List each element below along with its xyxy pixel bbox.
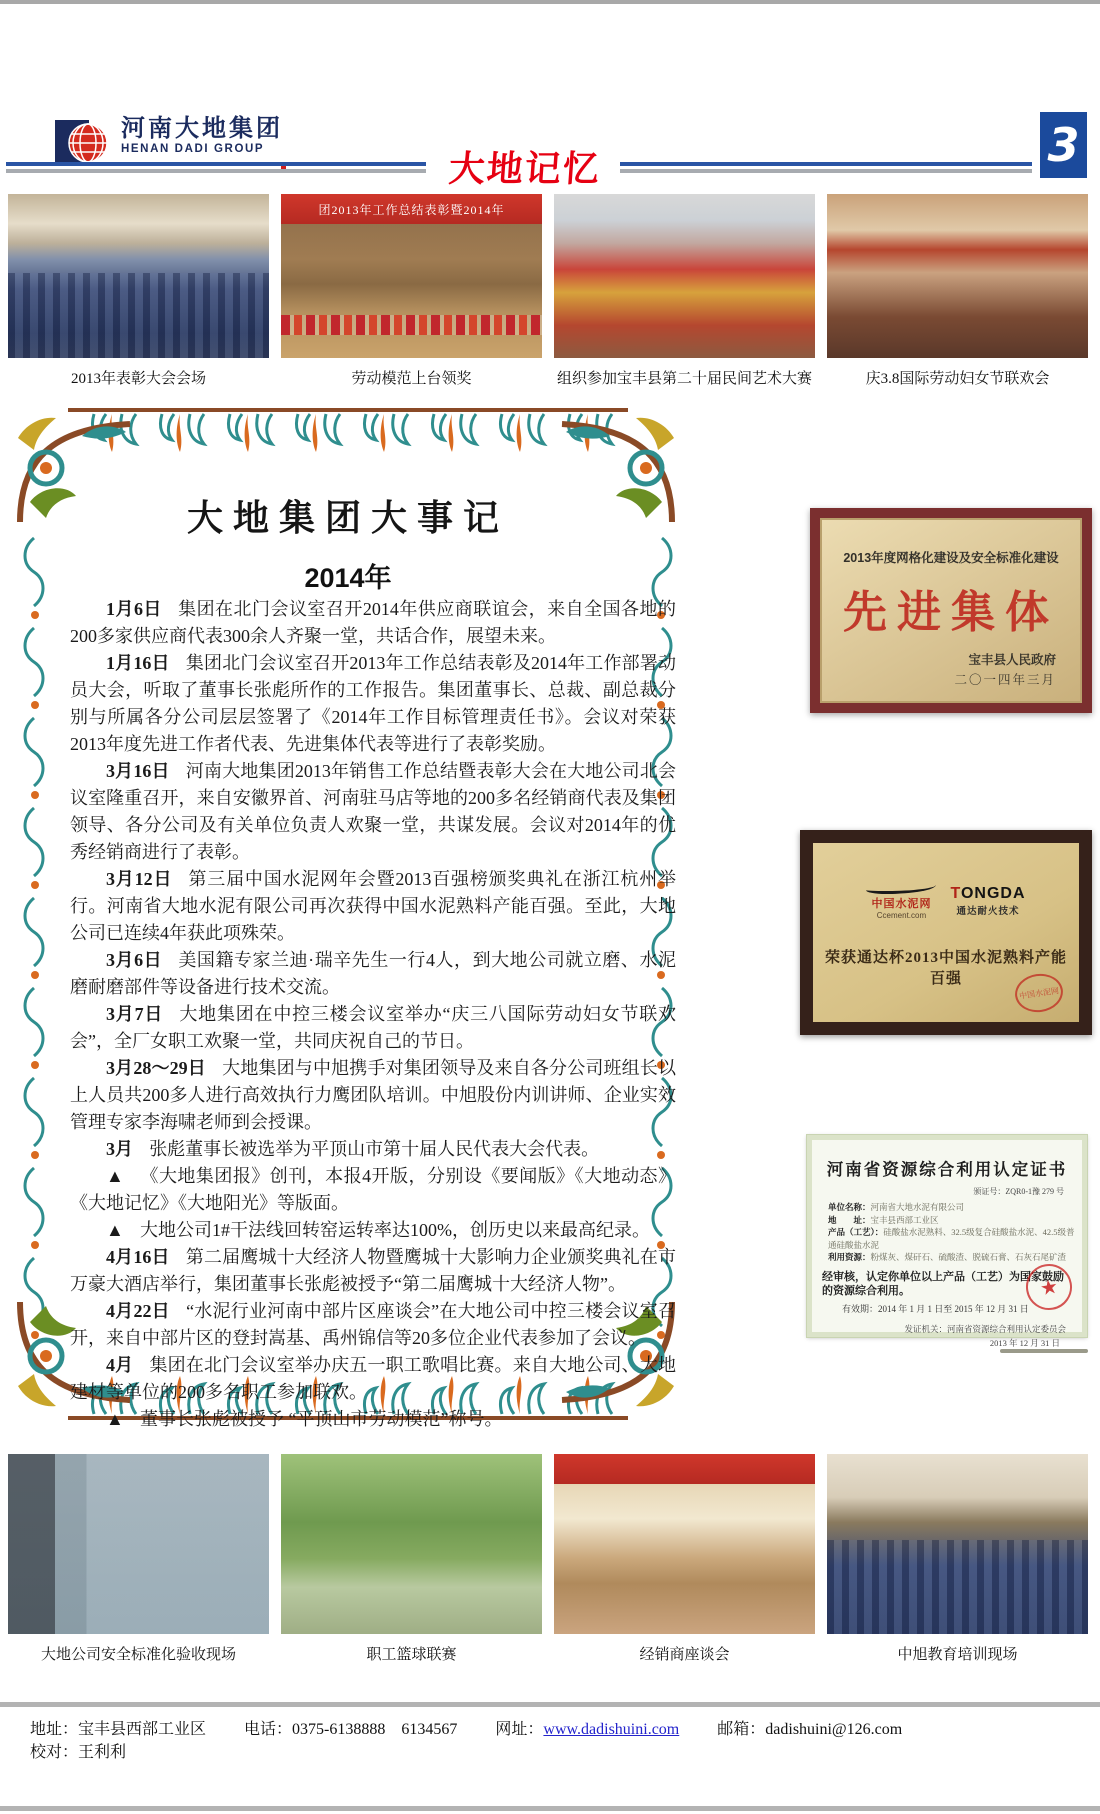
certificate-statement: 经审核，认定你单位以上产品（工艺）为国家鼓励的资源综合利用。 — [822, 1270, 1064, 1297]
photo-basketball-image — [281, 1454, 542, 1634]
logo-text — [121, 116, 283, 157]
red-seal-icon: 中国水泥网 — [1013, 971, 1066, 1015]
page-number-badge: 3 — [1040, 112, 1087, 178]
crowd-texture — [8, 273, 269, 358]
stage-banner: 团2013年工作总结表彰暨2014年 — [281, 194, 542, 224]
logo-name-cn: 河南大地集团 — [121, 115, 283, 142]
photo-womens-day-gala — [827, 194, 1088, 388]
entry: 3月28～29日 大地集团与中旭携手对集团领导及来自各分公司班组长以上人员共200多人进行高效执行力鹰团队培训。中旭股份内训讲师、企业实效管理专家李海啸老师到会授课。 — [70, 1058, 677, 1132]
tongda-logo: TONGDA 通达耐火技术 — [950, 884, 1026, 917]
footer-phone: 电话：0375-6138888 6134567 — [244, 1721, 458, 1738]
logo-name-en: HENAN DADI GROUP — [121, 143, 265, 155]
certificate-number: 颁证号：ZQR0-1豫 279 号 — [973, 1187, 1064, 1196]
photo-caption: 2013年表彰大会会场 — [70, 371, 206, 387]
photo-model-workers-image — [281, 194, 542, 358]
red-star-seal-icon: ★ — [1022, 1260, 1075, 1313]
footer-rule-top — [0, 1702, 1100, 1707]
clinker-top100-plaque — [800, 830, 1092, 1035]
memorabilia-title: 大地集团大事记 — [186, 498, 509, 538]
field-row: 地 址：宝丰县西部工业区 — [828, 1214, 939, 1225]
entry: ▲ 《大地集团报》创刊，本报4开版，分别设《要闻版》《大地动态》《大地记忆》《大地阳光》等版面。 — [70, 1166, 676, 1213]
entry: 3月16日 河南大地集团2013年销售工作总结暨表彰大会在大地公司北会议室隆重召开，来自安徽界首、河南驻马店等地的200多名经销商代表及集团领导、各分公司及有关单位负责人欢聚一堂，共谋发展。会议对2014年的优秀经销商进行了表彰。 — [70, 761, 677, 862]
entry: 1月16日 集团北门会议室召开2013年工作总结表彰及2014年工作部署动员大会，听取了董事长张彪所作的工作报告。集团董事长、总裁、副总裁分别与所属各分公司层层签署了《2014年工作目标管理责任书》。会议对荣获2013年度先进工作者代表、先进集体代表等进行了表彰奖励。 — [70, 653, 676, 754]
entry: 4月16日 第二届鹰城十大经济人物暨鹰城十大影响力企业颁奖典礼在市万豪大酒店举行，集团董事长张彪被授予“第二届鹰城十大经济人物”。 — [70, 1247, 677, 1294]
photo-training-session — [827, 1454, 1088, 1664]
photo-safety-inspection — [8, 1454, 269, 1664]
crowd-texture — [827, 1540, 1088, 1634]
memorabilia-year: 2014年 — [304, 563, 392, 593]
masthead-rule-left — [6, 162, 426, 173]
plaque-subtitle: 2013年度网格化建设及安全标准化建设 — [843, 551, 1059, 565]
photo-model-workers-stage — [281, 194, 542, 388]
photo-caption: 经销商座谈会 — [639, 1647, 730, 1663]
photo-safety-inspection-image — [8, 1454, 269, 1634]
photo-folk-art-contest — [554, 194, 815, 388]
photo-caption: 庆3.8国际劳动妇女节联欢会 — [865, 371, 1050, 387]
plaque-logos — [813, 881, 1079, 920]
top-hairline — [0, 0, 1100, 4]
footer-address: 地址：宝丰县西部工业区 — [30, 1721, 207, 1738]
plaque-date: 二〇一四年三月 — [954, 673, 1056, 687]
certificate-validity: 有效期：2014 年 1 月 1 日至 2015 年 12 月 31 日 — [842, 1303, 1029, 1314]
footer-website: 网址：www.dadishuini.com — [495, 1721, 680, 1738]
entry: 4月 集团在北门会议室举办庆五一职工歌唱比赛。来自大地公司、大地建材等单位的200多名职工参加联欢。 — [70, 1355, 677, 1402]
entry: 1月6日 集团在北门会议室召开2014年供应商联谊会，来自全国各地的200多家供应商代表300余人齐聚一堂，共话合作，展望未来。 — [70, 599, 676, 646]
photo-folk-art-image — [554, 194, 815, 358]
certificate-issue-date: 2013 年 12 月 31 日 — [989, 1337, 1060, 1348]
top-photo-row — [8, 194, 1088, 388]
hall-banner — [554, 1454, 815, 1484]
photo-caption: 组织参加宝丰县第二十届民间艺术大赛 — [556, 371, 812, 387]
entry: 3月12日 第三届中国水泥网年会暨2013百强榜颁奖典礼在浙江杭州举行。河南省大地水泥有限公司再次获得中国水泥熟料产能百强。至此，大地公司已连续4年获此项殊荣。 — [70, 869, 677, 943]
certificate-fields — [828, 1201, 1082, 1264]
plaque-issuer: 宝丰县人民政府 — [968, 653, 1056, 667]
photo-basketball-league — [281, 1454, 542, 1664]
photo-caption: 职工篮球联赛 — [366, 1647, 457, 1663]
resource-utilization-certificate — [807, 1135, 1087, 1348]
advanced-collective-plaque — [810, 508, 1092, 713]
entry: 3月 张彪董事长被选举为平顶山市第十届人民代表大会代表。 — [106, 1139, 600, 1159]
entry: ▲ 大地公司1#干法线回转窑运转率达100%，创历史以来最高纪录。 — [106, 1220, 651, 1240]
entry: 3月6日 美国籍专家兰迪·瑞辛先生一行4人，到大地公司就立磨、水泥磨耐磨部件等设备进行技术交流。 — [70, 950, 676, 997]
photo-dealer-forum-image — [554, 1454, 815, 1634]
certificate-title: 河南省资源综合利用认定证书 — [826, 1160, 1068, 1179]
section-title: 大地记忆 — [447, 148, 603, 189]
footer-proofreader: 校对：王利利 — [30, 1744, 127, 1761]
footer-info-line — [30, 1716, 1070, 1762]
photo-training-image — [827, 1454, 1088, 1634]
photo-caption: 大地公司安全标准化验收现场 — [40, 1647, 236, 1663]
entry: 4月22日 “水泥行业河南中部片区座谈会”在大地公司中控三楼会议室召开，来自中部片区的登封嵩基、禹州锦信等20多位企业代表参加了会议。 — [70, 1301, 677, 1348]
plaque-main-text: 荣获通达杯2013中国水泥熟料产能百强 — [824, 950, 1067, 987]
entry: 3月7日 大地集团在中控三楼会议室举办“庆三八国际劳动妇女节联欢会”，全厂女职工欢聚一堂，共同庆祝自己的节日。 — [70, 1004, 676, 1051]
photo-awards-meeting — [8, 194, 269, 388]
entry: ▲ 董事长张彪被授予 “平顶山市劳动模范”称号。 — [106, 1409, 503, 1429]
photo-caption: 劳动模范上台领奖 — [351, 371, 472, 387]
field-row: 利用资源：粉煤灰、煤矸石、硫酸渣、脱硫石膏、石灰石尾矿渣 — [828, 1252, 1067, 1262]
masthead-rule-right — [620, 162, 1032, 173]
footer-rule-bottom — [0, 1806, 1100, 1811]
photo-dealer-forum — [554, 1454, 815, 1664]
memorabilia-entries — [70, 596, 676, 1433]
field-row: 单位名称：河南省大地水泥有限公司 — [828, 1202, 965, 1212]
ccement-logo: 中国水泥网 Ccement.com — [866, 881, 936, 920]
certificate-issuer: 发证机关：河南省资源综合利用认定委员会 — [904, 1323, 1066, 1334]
certificate-fineprint — [1000, 1349, 1088, 1353]
photo-awards-meeting-image — [8, 194, 269, 358]
plaque-main-text: 先进集体 — [843, 588, 1059, 637]
photo-womens-day-image — [827, 194, 1088, 358]
bottom-photo-row — [8, 1454, 1088, 1664]
memorabilia-box — [8, 398, 688, 1430]
field-row: 产品（工艺）：硅酸盐水泥熟料、32.5级复合硅酸盐水泥、42.5级普通硅酸盐水泥 — [828, 1227, 1075, 1250]
footer-email: 邮箱：dadishuini@126.com — [717, 1721, 903, 1738]
website-link[interactable]: www.dadishuini.com — [543, 1721, 680, 1738]
swoosh-icon — [866, 881, 936, 894]
flower-row-texture — [281, 315, 542, 335]
photo-caption: 中旭教育培训现场 — [897, 1647, 1018, 1663]
